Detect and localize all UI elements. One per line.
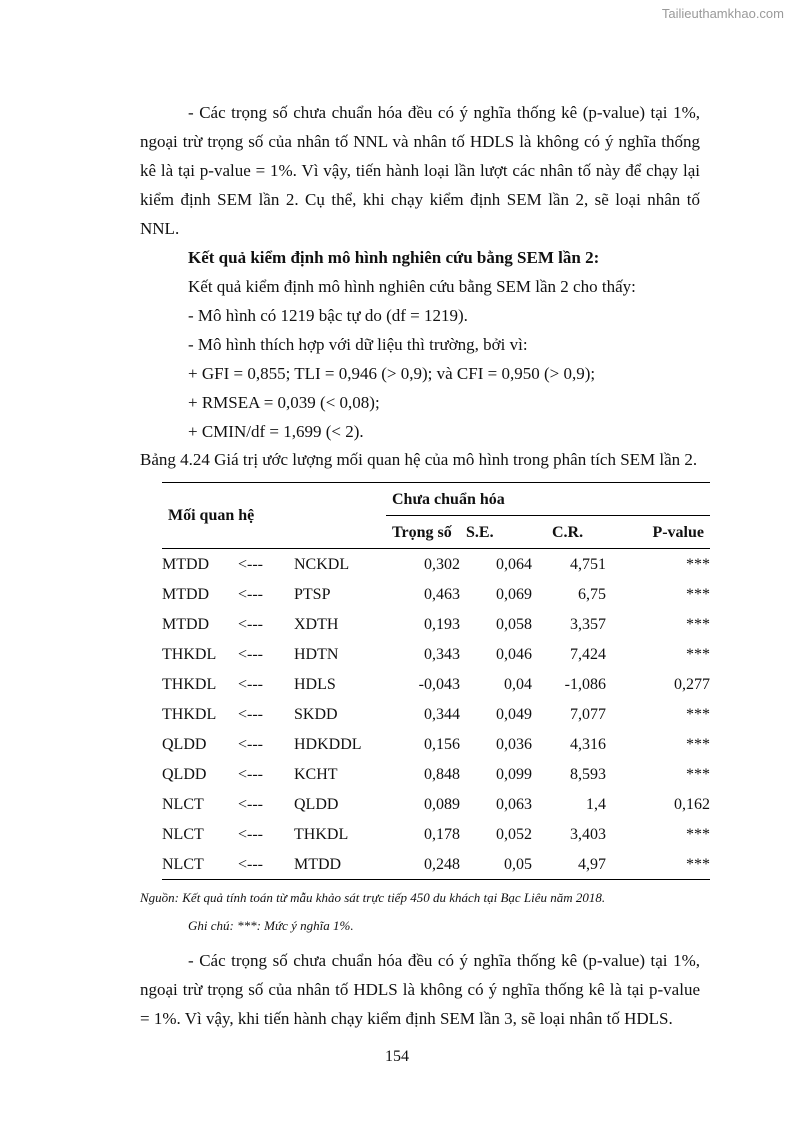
result-line: - Mô hình có 1219 bậc tự do (df = 1219). [188, 306, 468, 325]
cell-arrow: <--- [238, 825, 264, 843]
table-row [162, 669, 710, 699]
cell-pvalue: *** [686, 825, 710, 843]
cell-se: 0,099 [496, 765, 532, 783]
cell-estimate: 0,463 [424, 585, 460, 603]
result-line: - Mô hình thích hợp với dữ liệu thì trường, bởi vì: [188, 335, 528, 354]
conclusion-paragraph: - Các trọng số chưa chuẩn hóa đều có ý nghĩa thống kê (p-value) tại 1%, ngoại trừ trọng số của nhân tố HDLS là không có ý nghĩa thống kê là tại p-value = 1%. Vì vậy, khi tiến hành chạy kiểm định SEM lần 3, sẽ loại nhân tố HDLS. [140, 951, 700, 1028]
col-header: Trọng số [386, 516, 460, 549]
cell-pvalue: *** [686, 615, 710, 633]
cell-dependent: THKDL [162, 675, 217, 693]
cell-pvalue: *** [686, 705, 710, 723]
section-heading: Kết quả kiểm định mô hình nghiên cứu bằng SEM lần 2: [188, 248, 600, 267]
cell-pvalue: *** [686, 645, 710, 663]
cell-estimate: 0,302 [424, 555, 460, 573]
table-row [162, 819, 710, 849]
cell-estimate: 0,178 [424, 825, 460, 843]
cell-estimate: 0,344 [424, 705, 460, 723]
cell-se: 0,04 [504, 675, 532, 693]
cell-pvalue: *** [686, 735, 710, 753]
cell-se: 0,069 [496, 585, 532, 603]
cell-arrow: <--- [238, 795, 264, 813]
cell-arrow: <--- [238, 735, 264, 753]
table-note: Ghi chú: ***: Mức ý nghĩa 1%. [188, 918, 354, 933]
cell-dependent: MTDD [162, 615, 210, 633]
cell-estimate: 0,848 [424, 765, 460, 783]
cell-arrow: <--- [238, 705, 264, 723]
table-row [162, 639, 710, 669]
cell-estimate: 0,248 [386, 849, 460, 880]
cell-pvalue: 0,162 [674, 795, 710, 813]
cell-pvalue: *** [686, 585, 710, 603]
cell-arrow: <--- [238, 645, 264, 663]
result-line: Kết quả kiểm định mô hình nghiên cứu bằng SEM lần 2 cho thấy: [188, 277, 636, 296]
result-line: + CMIN/df = 1,699 (< 2). [188, 422, 364, 441]
cell-cr: 4,316 [570, 735, 606, 753]
table-row [162, 759, 710, 789]
cell-dependent: MTDD [162, 585, 210, 603]
cell-predictor: NCKDL [294, 555, 350, 573]
page-number: 154 [385, 1048, 409, 1065]
cell-cr: 7,424 [570, 645, 606, 663]
cell-dependent: NLCT [162, 849, 238, 880]
cell-dependent: MTDD [162, 555, 210, 573]
cell-arrow: <--- [238, 849, 294, 880]
col-header: C.R. [532, 516, 606, 549]
table-row [162, 729, 710, 759]
cell-dependent: QLDD [162, 765, 207, 783]
table-row [162, 609, 710, 639]
cell-predictor: KCHT [294, 765, 338, 783]
cell-cr: 4,97 [532, 849, 606, 880]
cell-pvalue: *** [686, 765, 710, 783]
cell-dependent: THKDL [162, 705, 217, 723]
cell-estimate: 0,343 [424, 645, 460, 663]
cell-se: 0,049 [496, 705, 532, 723]
table-header-row [162, 483, 710, 516]
cell-pvalue: *** [606, 849, 710, 880]
cell-dependent: NLCT [162, 795, 204, 813]
cell-pvalue: *** [686, 555, 710, 573]
watermark: Tailieuthamkhao.com [661, 6, 784, 21]
cell-se: 0,064 [496, 555, 532, 573]
cell-predictor: PTSP [294, 585, 331, 603]
cell-arrow: <--- [238, 675, 264, 693]
cell-se: 0,052 [496, 825, 532, 843]
cell-predictor: QLDD [294, 795, 339, 813]
table-row [162, 549, 710, 580]
cell-se: 0,046 [496, 645, 532, 663]
cell-predictor: THKDL [294, 825, 349, 843]
table-row [162, 849, 710, 880]
page-content [140, 98, 710, 1033]
intro-paragraph: - Các trọng số chưa chuẩn hóa đều có ý nghĩa thống kê (p-value) tại 1%, ngoại trừ trọng số của nhân tố NNL và nhân tố HDLS là không có ý nghĩa thống kê là tại p-value = 1%. Vì vậy, tiến hành loại lần lượt các nhân tố này để chạy lại kiểm định SEM lần 2. Cụ thể, khi chạy kiểm định SEM lần 2, sẽ loại nhân tố NNL. [140, 103, 700, 238]
cell-se: 0,063 [496, 795, 532, 813]
cell-predictor: HDKDDL [294, 735, 362, 753]
cell-predictor: XDTH [294, 615, 339, 633]
cell-se: 0,036 [496, 735, 532, 753]
table-caption: Bảng 4.24 Giá trị ước lượng mối quan hệ của mô hình trong phân tích SEM lần 2. [140, 450, 698, 469]
cell-cr: 1,4 [586, 795, 606, 813]
cell-estimate: 0,156 [424, 735, 460, 753]
cell-arrow: <--- [238, 615, 264, 633]
cell-dependent: QLDD [162, 735, 207, 753]
cell-arrow: <--- [238, 585, 264, 603]
cell-predictor: MTDD [294, 849, 386, 880]
cell-pvalue: 0,277 [674, 675, 710, 693]
cell-cr: 3,403 [570, 825, 606, 843]
cell-arrow: <--- [238, 555, 264, 573]
cell-estimate: -0,043 [418, 675, 460, 693]
relation-header: Mối quan hệ [162, 483, 386, 549]
cell-predictor: SKDD [294, 705, 338, 723]
cell-predictor: HDTN [294, 645, 339, 663]
col-header: S.E. [460, 516, 532, 549]
cell-predictor: HDLS [294, 675, 336, 693]
cell-cr: -1,086 [564, 675, 606, 693]
sem-table [162, 482, 710, 880]
cell-cr: 4,751 [570, 555, 606, 573]
table-row [162, 789, 710, 819]
cell-se: 0,058 [496, 615, 532, 633]
result-line: + RMSEA = 0,039 (< 0,08); [188, 393, 380, 412]
cell-arrow: <--- [238, 765, 264, 783]
cell-se: 0,05 [460, 849, 532, 880]
cell-dependent: NLCT [162, 825, 204, 843]
cell-estimate: 0,089 [424, 795, 460, 813]
cell-cr: 8,593 [570, 765, 606, 783]
table-row [162, 579, 710, 609]
cell-cr: 6,75 [578, 585, 606, 603]
group-header: Chưa chuẩn hóa [386, 483, 710, 516]
cell-cr: 7,077 [570, 705, 606, 723]
table-row [162, 699, 710, 729]
result-line: + GFI = 0,855; TLI = 0,946 (> 0,9); và CFI = 0,950 (> 0,9); [188, 364, 596, 383]
cell-cr: 3,357 [570, 615, 606, 633]
cell-dependent: THKDL [162, 645, 217, 663]
table-source: Nguồn: Kết quả tính toán từ mẫu khảo sát trực tiếp 450 du khách tại Bạc Liêu năm 2018. [140, 890, 606, 905]
col-header: P-value [606, 516, 710, 549]
cell-estimate: 0,193 [424, 615, 460, 633]
